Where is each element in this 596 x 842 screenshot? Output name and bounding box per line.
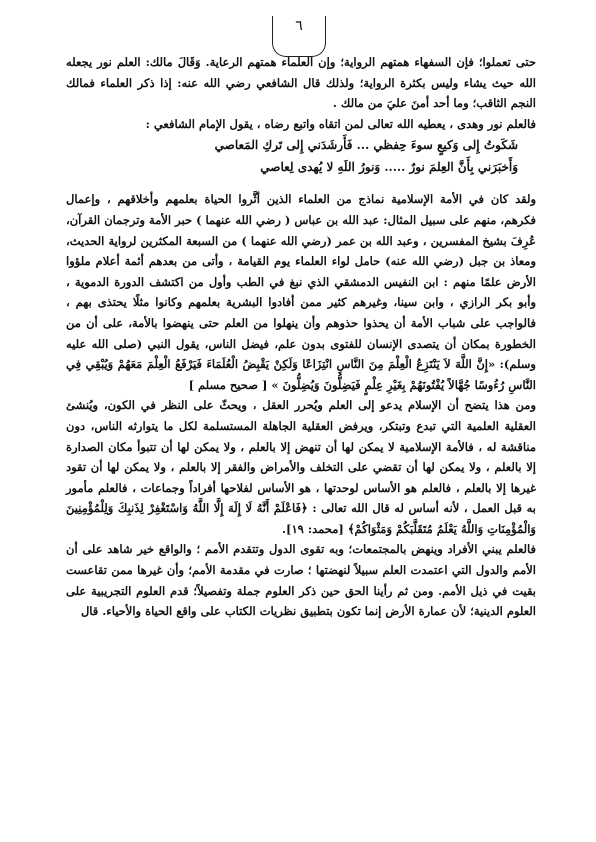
page-body: [66, 52, 536, 622]
poem-line-1: شَكَوتُ إِلى وَكيعٍ سوءَ حِفظي ... فَأَرشَدَني إِلى تَركِ المَعاصي: [214, 138, 518, 153]
paragraph-5: فالعلم يبني الأفراد وينهض بالمجتمعات؛ وبه تقوى الدول وتتقدم الأمم ؛ والواقع خير شاهد على أن الأمم والدول التي اعتمدت العلم سبيلاً لنهضتها ؛ صارت في مقدمة الأمم؛ وأن غيرها ممن تقاعست بقيت في ذيل الأمم. ومن ثم رأينا الحق حين ذكر العلوم جملة وتفصيلاً؛ قدم العلوم التجريبية على العلوم الدينية؛ لأن عمارة الأرض إنما تكون بتطبيق نظريات الكتاب على واقع الحياة والأحياء. قال: [66, 542, 536, 619]
paragraph-3: ولقد كان في الأمة الإسلامية نماذج من العلماء الذين أثَّروا الحياة بعلمهم وأخلاقهم ، وإعمال فكرهم، منهم على سبيل المثال: عبد الله بن عباس ( رضي الله عنهما ) حبر الأمة وترجمان القرآن، عُرِفَ بشيخ المفسرين ، وعبد الله بن عمر (رضي الله عنهما ) من السبعة المكثرين لرواية الحديث، ومعاذ بن جبل (رضي الله عنه) حامل لواء العلماء يوم القيامة ، وأتى من بعدهم أئمة أعلام ملؤوا الأرض علمًا منهم : ابن النفيس الدمشقي الذي نبغ في الطب وأول من اكتشف الدورة الدموية ، وأبو بكر الرازي ، وابن سينا، وغيرهم كثير ممن أفادوا البشرية بعلمهم وكانوا مثلًا يحتذى بهم ، فالواجب على شباب الأمة أن يحذوا حذوهم وأن ينهلوا من العلم حتى ينهضوا بالأمة، على أن من الخطورة بمكان أن يتصدى الإنسان للفتوى بدون علم، فيضل الناس، يقول النبي (صلى الله عليه وسلم): «إِنَّ اللَّهَ لاَ يَنْتَزِعُ الْعِلْمَ مِنَ النَّاسِ انْتِزَاعًا وَلَكِنْ يَقْبِضُ الْعُلَمَاءَ فَيَرْفَعُ الْعِلْمَ مَعَهُمْ وَيُبْقِي فِي النَّاسِ رُءُوسًا جُهَّالاً يُفْتُونَهُمْ بِغَيْرِ عِلْمٍ فَيَضِلُّونَ وَيُضِلُّونَ » [ صحيح مسلم ]: [66, 192, 536, 392]
poem: [66, 134, 536, 178]
paragraph-2: فالعلم نور وهدى ، يعطيه الله تعالى لمن اتقاه واتبع رضاه ، يقول الإمام الشافعي :: [145, 116, 536, 131]
page-number: ٦: [295, 18, 303, 34]
page-number-frame: [272, 16, 326, 57]
paragraph-4: ومن هذا يتضح أن الإسلام يدعو إلى العلم ويُحرر العقل ، ويحثّ على النظر في الكون، ويُنشئ العقلية العلمية التي تبدع وتبتكر، ويرفض العقلية الجاهلة المستسلمة لكل ما يتوارثه الناس، دون مناقشة له ، فالأمة الإسلامية لا يمكن لها أن تنهض إلا بالعلم ، ولا يمكن لها أن تتبوأ مكان الصدارة إلا بالعلم ، ولا يمكن لها أن تقضي على التخلف والأمراض والفقر إلا بالعلم ، ولا يمكن لها أن تقود غيرها إلا بالعلم ، فالعلم هو الأساس لوحدتها ، هو الأساس لفلاحها أفراداً وجماعات ، فالعلم مأمور به قبل العمل ، لأنه أساس له قال الله تعالى : ﴿فَاعْلَمْ أَنَّهُ لَا إِلَهَ إِلَّا اللَّهُ وَاسْتَغْفِرْ لِذَنبِكَ وَلِلْمُؤْمِنِينَ وَالْمُؤْمِنَاتِ وَاللَّهُ يَعْلَمُ مُتَقَلَّبَكُمْ وَمَثْوَاكُمْ﴾ [محمد: ١٩].: [66, 398, 536, 536]
poem-line-2: وَأَخبَرَني بِأَنَّ العِلمَ نورٌ ..... وَنورُ اللَهِ لا يُهدى لِعاصي: [260, 160, 518, 175]
paragraph-1: حتى تعملوا؛ فإن السفهاء همتهم الرواية؛ وإن العلماء همتهم الرعاية. وَقَالَ مالك: العلم نور يجعله الله حيث يشاء وليس بكثرة الرواية؛ ولذلك قال الشافعي رضي الله عنه: إذا ذكر العلماء فمالك النجم الثاقب؛ وما أحد أمنَ عليَ من مالك .: [66, 55, 536, 111]
